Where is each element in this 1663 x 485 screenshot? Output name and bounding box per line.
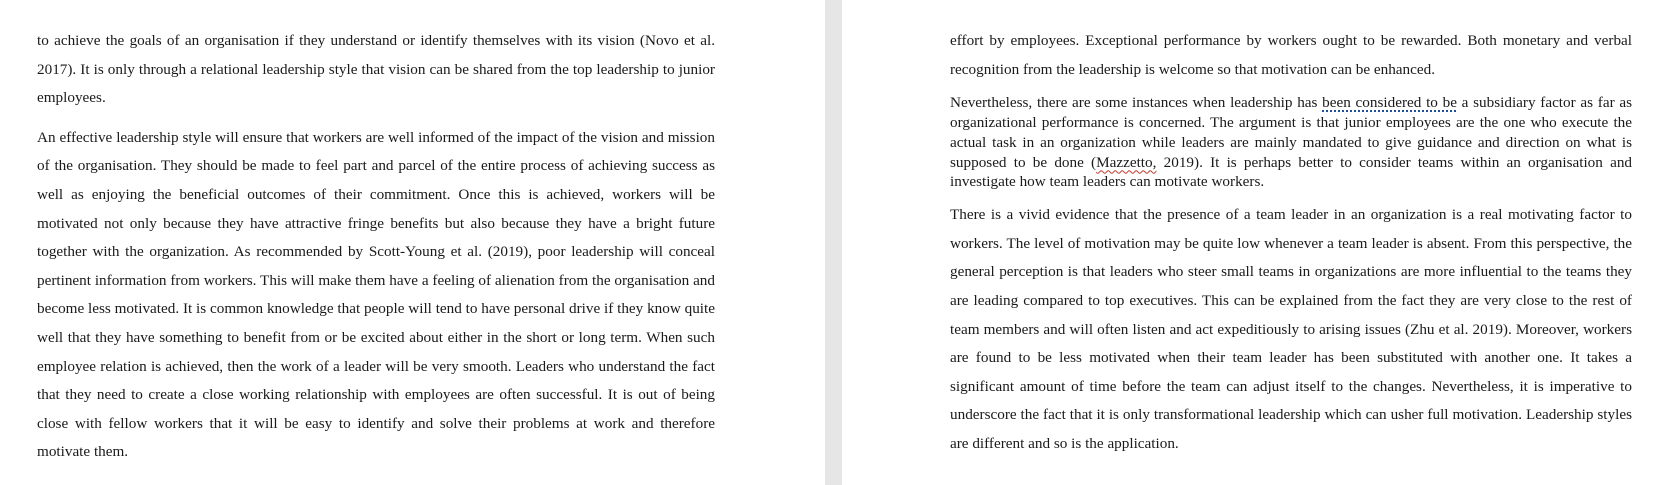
- paragraph[interactable]: effort by employees. Exceptional performance by workers ought to be rewarded. Both monetary and verbal recognition from the leadership is welcome so that motivation can be enhanced.: [950, 32, 1632, 78]
- paragraph-text: Nevertheless, there are some instances when leadership has: [950, 94, 1323, 112]
- paragraph[interactable]: [950, 93, 1632, 192]
- paragraph[interactable]: An effective leadership style will ensure that workers are well informed of the impact of the vision and mission of the organisation. They should be made to feel part and parcel of the entire process of achieving success as well as enjoying the beneficial outcomes of their commitment. Once this is achieved, workers will be motivated not only because they have attractive fringe benefits but also because they have a bright future together with the organization. As recommended by Scott-Young et al. (2019), poor leadership will conceal pertinent information from workers. This will make them have a feeling of alienation from the organisation and become less motivated. It is common knowledge that people will tend to have personal drive if they know quite well that they have something to benefit from or be excited about either in the short or long term. When such employee relation is achieved, then the work of a leader will be very smooth. Leaders who understand the fact that they need to create a close working relationship with employees are often successful. It is out of being close with fellow workers that it will be easy to identify and solve their problems at work and therefore motivate them.: [37, 128, 715, 461]
- document-page-right[interactable]: [842, 0, 1663, 485]
- document-page-left[interactable]: [0, 0, 825, 485]
- paragraph-text: 2019). It is perhaps better to consider teams within an organisation and investigate how team leaders can motivate workers.: [950, 153, 1633, 191]
- paragraph-text: a subsidiary factor as far as organizational performance is concerned. The argument is that junior employees are the one who execute the actual task in an organization while leaders are mainly mandated to give guidance and direction on what is supposed to be done (: [950, 94, 1632, 171]
- grammar-flag[interactable]: been considered to be: [1322, 94, 1457, 112]
- page-separator: [825, 0, 842, 485]
- paragraph[interactable]: There is a vivid evidence that the presence of a team leader in an organization is a real motivating factor to workers. The level of motivation may be quite low whenever a team leader is absent. From this perspective, the general perception is that leaders who steer small teams in organizations are more influential to the teams they are leading compared to top executives. This can be explained from the fact they are very close to the rest of team members and will often listen and act expeditiously to arising issues (Zhu et al. 2019). Moreover, workers are found to be less motivated when their team leader has been substituted with another one. It takes a significant amount of time before the team can adjust itself to the changes. Nevertheless, it is imperative to underscore the fact that it is only transformational leadership which can usher full motivation. Leadership styles are different and so is the application.: [950, 206, 1632, 452]
- page-body[interactable]: [37, 27, 715, 467]
- paragraph[interactable]: to achieve the goals of an organisation if they understand or identify themselves with its vision (Novo et al. 2017). It is only through a relational leadership style that vision can be shared from the top leadership to junior employees.: [37, 32, 715, 107]
- page-body[interactable]: [950, 27, 1632, 459]
- spelling-flag[interactable]: Mazzetto,: [1096, 153, 1157, 171]
